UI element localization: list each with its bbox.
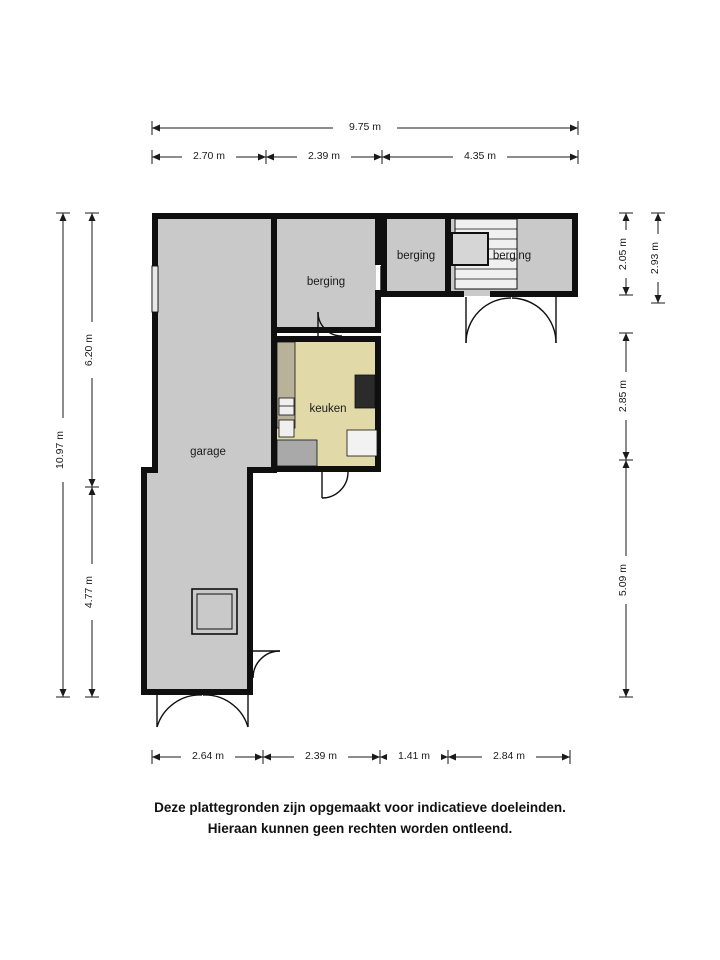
- dimension-right-seg-1: 2.05 m: [617, 237, 629, 271]
- dimension-chain-right-overall: [649, 213, 666, 303]
- dimension-chain-left-overall: [54, 213, 71, 697]
- dimension-right-seg-2: 2.85 m: [617, 379, 629, 413]
- room-label-keuken: keuken: [309, 403, 347, 415]
- room-label-berging-3: berging: [492, 250, 532, 262]
- dimension-chain-top-overall: [152, 119, 578, 135]
- windows: [152, 266, 158, 312]
- dimension-top-seg-2: 2.39 m: [307, 150, 341, 162]
- dimension-top-seg-3: 4.35 m: [463, 150, 497, 162]
- dimension-left-overall: 10.97 m: [54, 431, 66, 469]
- room-label-berging-2: berging: [396, 250, 436, 262]
- berging-1-floor: [276, 218, 376, 330]
- disclaimer: [0, 798, 720, 840]
- dimension-top-overall: 9.75 m: [348, 121, 382, 133]
- dimension-chain-bottom: [152, 748, 570, 764]
- dimension-bottom-seg-2: 2.39 m: [304, 750, 338, 762]
- dimension-chain-right-segments: [617, 213, 634, 697]
- disclaimer-line-2: Hieraan kunnen geen rechten worden ontleend.: [207, 820, 513, 836]
- dimension-bottom-seg-3: 1.41 m: [397, 750, 431, 762]
- garage-floor-hatch: [192, 589, 237, 634]
- disclaimer-line-1: Deze plattegronden zijn opgemaakt voor indicatieve doeleinden.: [154, 800, 566, 815]
- dimension-bottom-seg-1: 2.64 m: [191, 750, 225, 762]
- dimension-right-overall: 2.93 m: [649, 241, 661, 275]
- dimension-chain-top-segments: [152, 148, 578, 164]
- dimension-left-seg-2: 4.77 m: [83, 575, 95, 609]
- dimension-right-seg-3: 5.09 m: [617, 563, 629, 597]
- room-label-garage: garage: [190, 446, 226, 458]
- dimension-left-seg-1: 6.20 m: [83, 333, 95, 367]
- dimension-chain-left-segments: [83, 213, 100, 697]
- dimension-top-seg-1: 2.70 m: [192, 150, 226, 162]
- room-label-berging-1: berging: [306, 276, 346, 288]
- dimension-bottom-seg-4: 2.84 m: [492, 750, 526, 762]
